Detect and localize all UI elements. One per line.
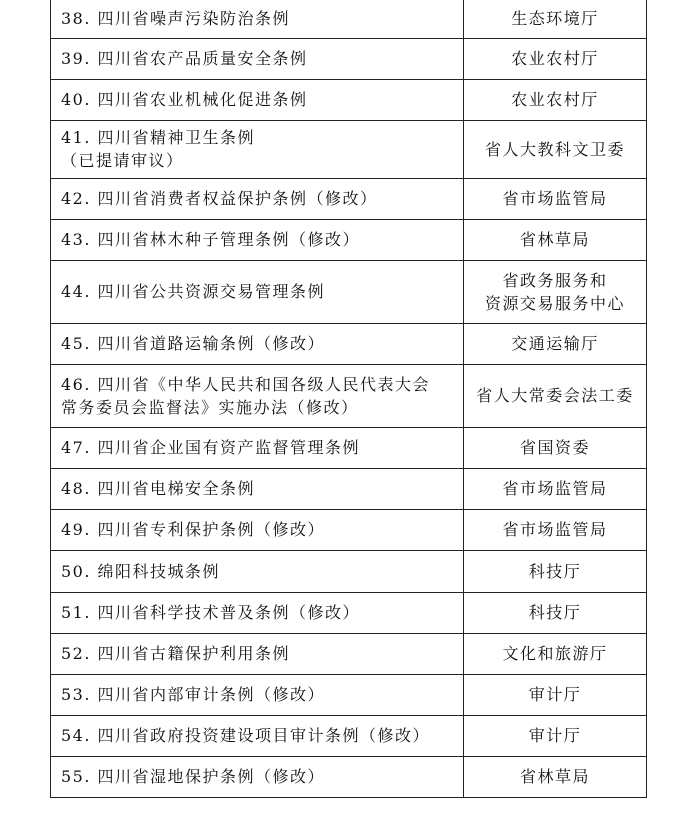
regulation-name-cell (51, 509, 464, 550)
responsible-dept-cell (464, 120, 647, 178)
regulation-name-cell (51, 364, 464, 427)
regulation-name-cell (51, 178, 464, 219)
responsible-dept-text: 农业农村厅 (511, 49, 599, 68)
regulation-name-text: 48. 四川省电梯安全条例 (61, 479, 256, 498)
responsible-dept-cell (464, 364, 647, 427)
responsible-dept-text: 省市场监管局 (502, 520, 608, 539)
regulation-name-cell (51, 715, 464, 756)
table-row (51, 592, 647, 633)
regulation-name-text: 40. 四川省农业机械化促进条例 (61, 90, 308, 109)
regulation-name-cell (51, 323, 464, 364)
regulation-name-text: 43. 四川省林木种子管理条例（修改） (61, 230, 361, 249)
table-row (51, 260, 647, 323)
table-row (51, 509, 647, 550)
responsible-dept-cell (464, 178, 647, 219)
responsible-dept-text: 省市场监管局 (502, 189, 608, 208)
regulation-name-text: 54. 四川省政府投资建设项目审计条例（修改） (61, 726, 431, 745)
table-row (51, 427, 647, 468)
responsible-dept-cell (464, 550, 647, 592)
responsible-dept-text: 文化和旅游厅 (502, 644, 608, 663)
regulation-name-text: （已提请审议） (61, 151, 184, 170)
regulation-name-text: 47. 四川省企业国有资产监督管理条例 (61, 438, 361, 457)
table-row (51, 38, 647, 79)
regulation-name-text: 52. 四川省古籍保护利用条例 (61, 644, 291, 663)
regulation-name-text: 46. 四川省《中华人民共和国各级人民代表大会 (61, 374, 431, 394)
regulation-name-cell (51, 79, 464, 120)
legislation-table-wrap (50, 0, 646, 798)
regulation-name-cell (51, 219, 464, 260)
responsible-dept-text: 科技厅 (528, 561, 582, 581)
regulation-name-cell (51, 468, 464, 509)
table-row (51, 756, 647, 797)
responsible-dept-text: 科技厅 (528, 603, 582, 622)
table-row (51, 715, 647, 756)
responsible-dept-cell (464, 468, 647, 509)
regulation-name-text: 常务委员会监督法》实施办法（修改） (61, 397, 359, 417)
responsible-dept-cell (464, 323, 647, 364)
regulation-name-text: 38. 四川省噪声污染防治条例 (61, 9, 291, 29)
regulation-name-text: 39. 四川省农产品质量安全条例 (61, 49, 308, 68)
responsible-dept-text: 农业农村厅 (511, 90, 599, 109)
responsible-dept-text: 省人大常委会法工委 (476, 386, 634, 405)
regulation-name-cell (51, 633, 464, 674)
responsible-dept-text: 省人大教科文卫委 (484, 139, 625, 159)
table-row (51, 364, 647, 427)
responsible-dept-text: 审计厅 (528, 685, 582, 704)
responsible-dept-text: 省市场监管局 (502, 479, 608, 498)
regulation-name-text: 50. 绵阳科技城条例 (61, 561, 221, 581)
table-row (51, 120, 647, 178)
regulation-name-text: 42. 四川省消费者权益保护条例（修改） (61, 189, 378, 208)
responsible-dept-cell (464, 0, 647, 38)
table-row (51, 323, 647, 364)
responsible-dept-cell (464, 715, 647, 756)
table-row (51, 633, 647, 674)
regulation-name-cell (51, 260, 464, 323)
responsible-dept-cell (464, 219, 647, 260)
responsible-dept-cell (464, 592, 647, 633)
responsible-dept-text: 资源交易服务中心 (484, 293, 625, 313)
responsible-dept-text: 省国资委 (519, 438, 590, 457)
table-row (51, 468, 647, 509)
regulation-name-cell (51, 0, 464, 38)
responsible-dept-text: 生态环境厅 (511, 9, 599, 29)
table-body (51, 0, 647, 797)
regulation-name-text: 55. 四川省湿地保护条例（修改） (61, 767, 326, 786)
responsible-dept-text: 审计厅 (528, 726, 582, 745)
table-row (51, 219, 647, 260)
regulation-name-text: 51. 四川省科学技术普及条例（修改） (61, 603, 361, 622)
responsible-dept-text: 省林草局 (519, 230, 590, 249)
table-row (51, 79, 647, 120)
responsible-dept-cell (464, 633, 647, 674)
responsible-dept-cell (464, 427, 647, 468)
responsible-dept-cell (464, 260, 647, 323)
responsible-dept-cell (464, 38, 647, 79)
regulation-name-cell (51, 550, 464, 592)
regulation-name-text: 45. 四川省道路运输条例（修改） (61, 334, 326, 353)
regulation-name-cell (51, 592, 464, 633)
regulation-name-cell (51, 756, 464, 797)
table-row (51, 550, 647, 592)
responsible-dept-text: 省林草局 (519, 767, 590, 786)
table-row (51, 674, 647, 715)
regulation-name-cell (51, 120, 464, 178)
regulation-name-cell (51, 674, 464, 715)
responsible-dept-cell (464, 756, 647, 797)
regulation-name-cell (51, 38, 464, 79)
regulation-name-text: 49. 四川省专利保护条例（修改） (61, 520, 326, 539)
responsible-dept-cell (464, 79, 647, 120)
regulation-name-text: 44. 四川省公共资源交易管理条例 (61, 282, 326, 301)
regulation-name-text: 53. 四川省内部审计条例（修改） (61, 685, 326, 704)
legislation-table (50, 0, 647, 798)
responsible-dept-text: 省政务服务和 (502, 270, 608, 290)
responsible-dept-text: 交通运输厅 (511, 334, 599, 353)
table-row (51, 178, 647, 219)
responsible-dept-cell (464, 674, 647, 715)
regulation-name-text: 41. 四川省精神卫生条例 (61, 128, 256, 147)
responsible-dept-cell (464, 509, 647, 550)
table-row (51, 0, 647, 38)
regulation-name-cell (51, 427, 464, 468)
